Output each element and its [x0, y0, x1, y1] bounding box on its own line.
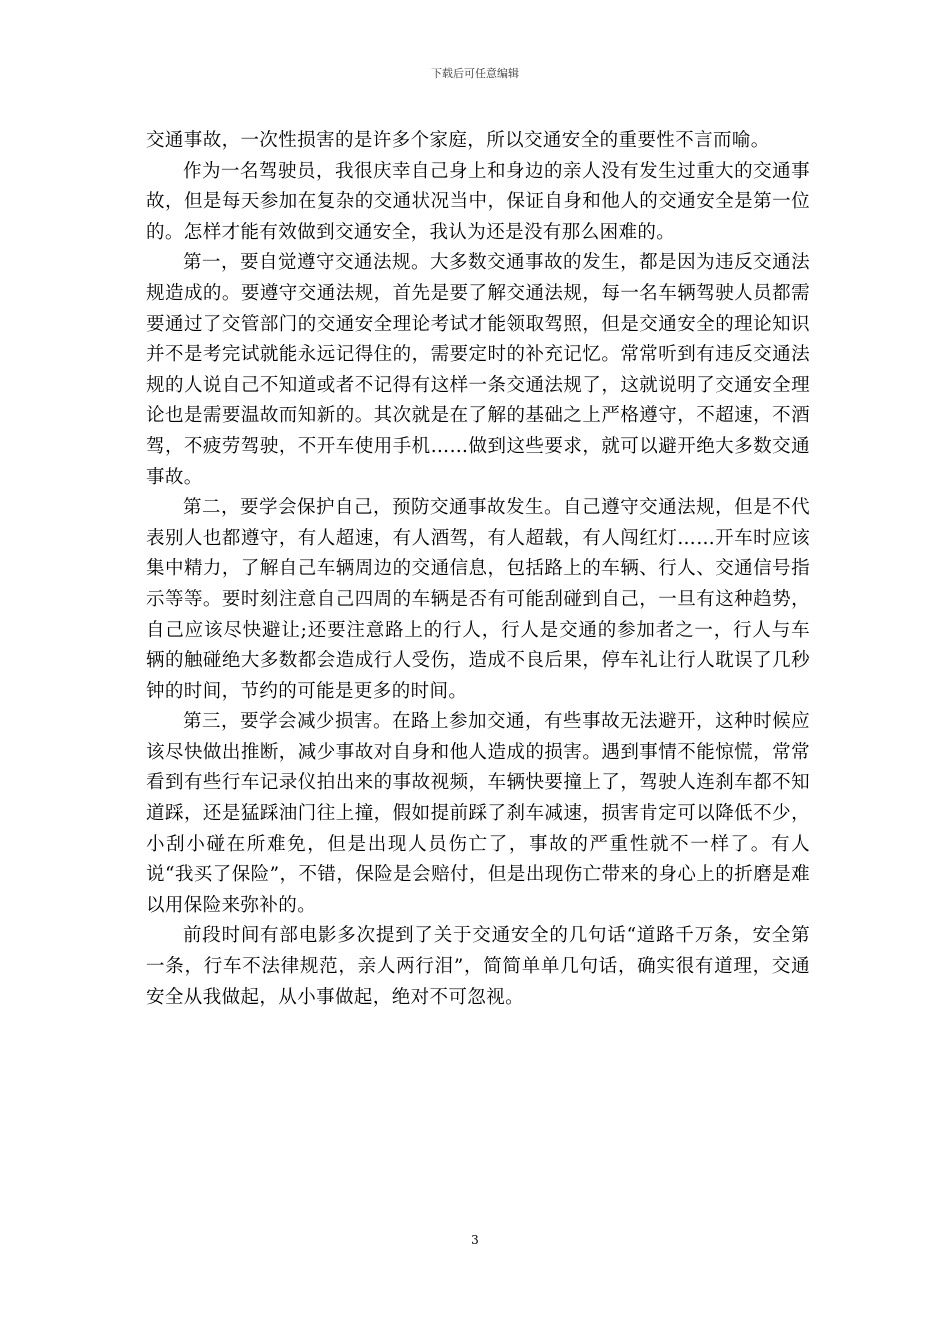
paragraph-continuation: 交通事故，一次性损害的是许多个家庭，所以交通安全的重要性不言而喻。 — [146, 130, 770, 151]
page-header: 下载后可任意编辑 — [431, 67, 519, 80]
page-number: 3 — [471, 1233, 479, 1247]
paragraph-third-point: 第三，要学会减少损害。在路上参加交通，有些事故无法避开，这种时候应该尽快做出推断，减少事故对自身和他人造成的损害。遇到事情不能惊慌，常常看到有些行车记录仪拍出来的事故视频，车辆快要撞上了，驾驶人连刹车都不知道踩，还是猛踩油门往上撞，假如提前踩了刹车减速，损害肯定可以降低不少，小刮小碰在所难免，但是出现人员伤亡了，事故的严重性就不一样了。有人说“我买了保险”，不错，保险是会赔付，但是出现伤亡带来的身心上的折磨是难以用保险来弥补的。 — [146, 711, 810, 916]
paragraph-first-point: 第一，要自觉遵守交通法规。大多数交通事故的发生，都是因为违反交通法规造成的。要遵守交通法规，首先是要了解交通法规，每一名车辆驾驶人员都需要通过了交管部门的交通安全理论考试才能领取驾照，但是交通安全的理论知识并不是考完试就能永远记得住的，需要定时的补充记忆。常常听到有违反交通法规的人说自己不知道或者不记得有这样一条交通法规了，这就说明了交通安全理论也是需要温故而知新的。其次就是在了解的基础之上严格遵守，不超速，不酒驾，不疲劳驾驶，不开车使用手机……做到这些要求，就可以避开绝大多数交通事故。 — [146, 252, 810, 488]
document-body — [146, 126, 810, 1013]
paragraph-intro: 作为一名驾驶员，我很庆幸自己身上和身边的亲人没有发生过重大的交通事故，但是每天参加在复杂的交通状况当中，保证自身和他人的交通安全是第一位的。怎样才能有效做到交通安全，我认为还是没有那么困难的。 — [146, 160, 810, 243]
paragraph-conclusion: 前段时间有部电影多次提到了关于交通安全的几句话“道路千万条，安全第一条，行车不法律规范，亲人两行泪”，简简单单几句话，确实很有道理，交通安全从我做起，从小事做起，绝对不可忽视。 — [146, 925, 810, 1008]
paragraph-second-point: 第二，要学会保护自己，预防交通事故发生。自己遵守交通法规，但是不代表别人也都遵守，有人超速，有人酒驾，有人超载，有人闯红灯……开车时应该集中精力，了解自己车辆周边的交通信息，包括路上的车辆、行人、交通信号指示等等。要时刻注意自己四周的车辆是否有可能刮碰到自己，一旦有这种趋势，自己应该尽快避让;还要注意路上的行人，行人是交通的参加者之一，行人与车辆的触碰绝大多数都会造成行人受伤，造成不良后果，停车礼让行人耽误了几秒钟的时间，节约的可能是更多的时间。 — [146, 497, 810, 702]
